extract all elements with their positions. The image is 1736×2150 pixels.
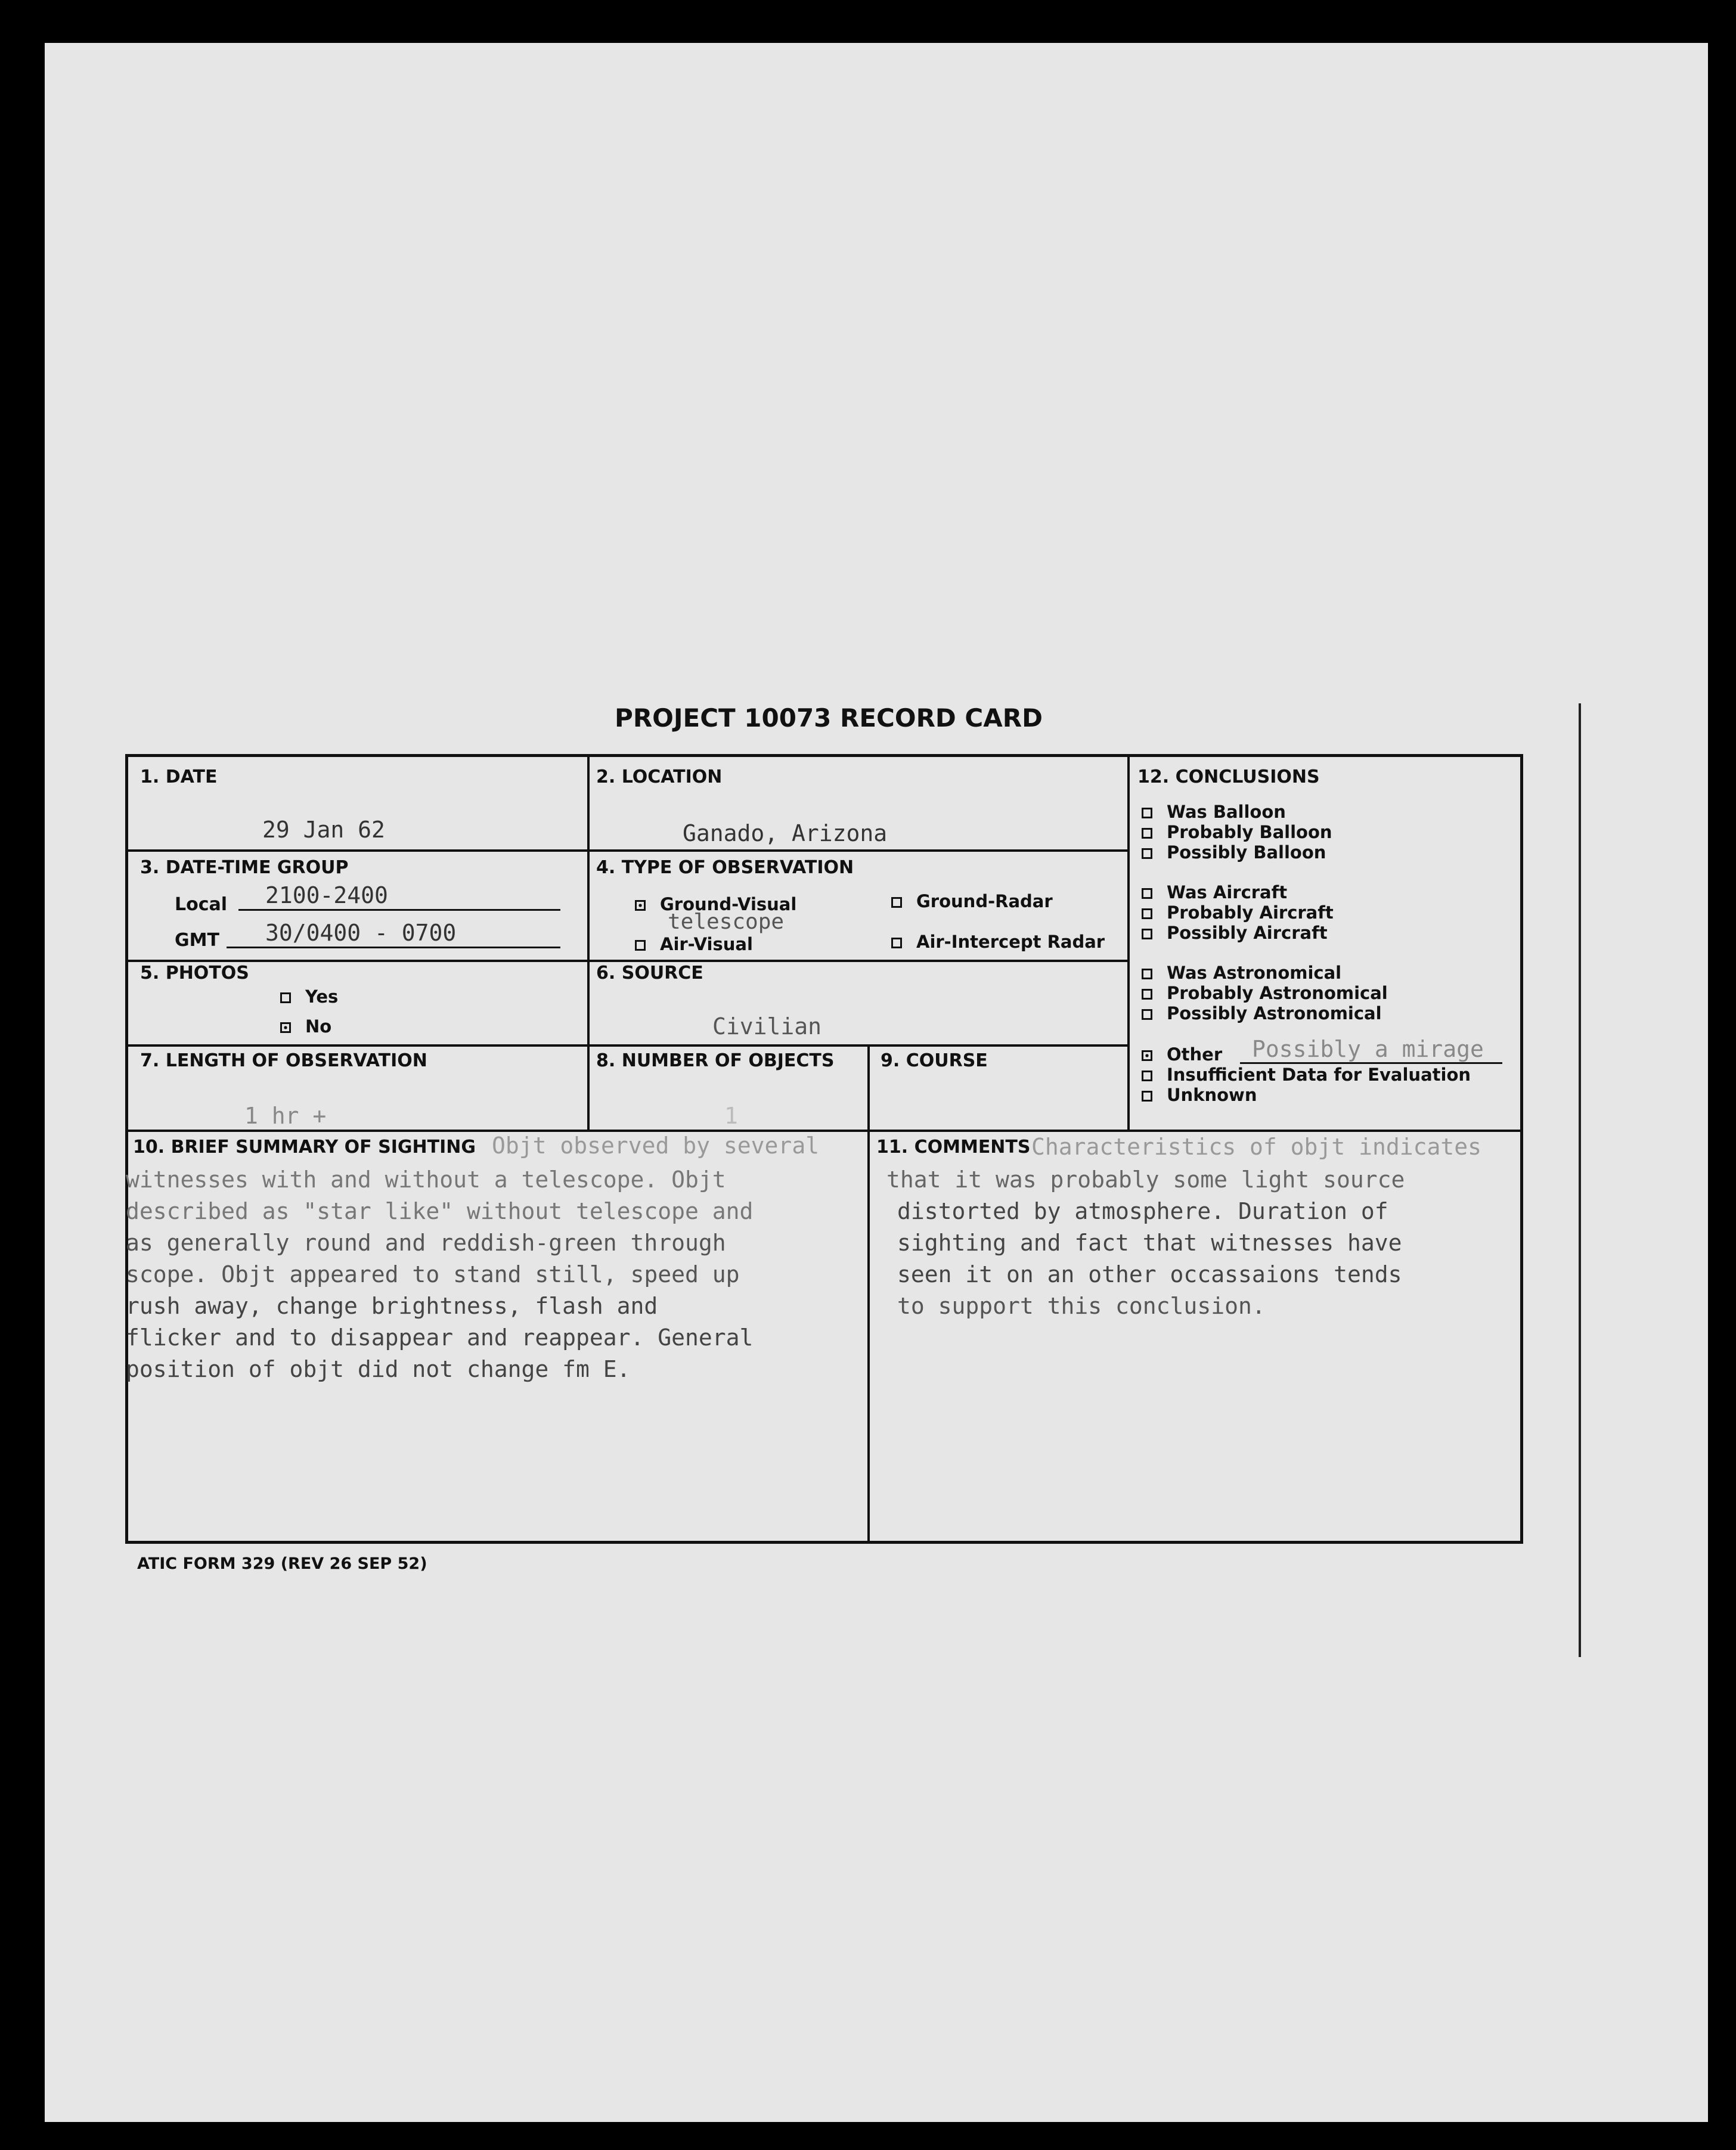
row-divider-4	[128, 1130, 1523, 1132]
datetime-group-label: 3. DATE-TIME GROUP	[140, 857, 349, 878]
scan-edge-line	[1579, 703, 1581, 1657]
conclusions-label: 12. CONCLUSIONS	[1137, 767, 1320, 787]
gmt-label: GMT	[175, 930, 219, 951]
checkbox-icon	[280, 992, 291, 1003]
date-value: 29 Jan 62	[262, 817, 385, 843]
comments-line: distorted by atmosphere. Duration of	[897, 1198, 1388, 1224]
conclusion-possibly-aircraft[interactable]: Possibly Aircraft	[1142, 923, 1328, 943]
checkbox-icon	[1142, 808, 1152, 818]
checkbox-icon	[1142, 888, 1152, 899]
checkbox-icon	[1142, 828, 1152, 839]
checked-box-icon	[280, 1022, 291, 1033]
gmt-time-value: 30/0400 - 0700	[265, 920, 457, 946]
summary-line: as generally round and reddish-green through	[126, 1230, 726, 1256]
conclusion-probably-balloon[interactable]: Probably Balloon	[1142, 822, 1332, 842]
location-value: Ganado, Arizona	[683, 820, 888, 846]
other-underline	[1240, 1062, 1502, 1064]
row-divider-2	[128, 960, 1130, 962]
summary-label: 10. BRIEF SUMMARY OF SIGHTING	[133, 1137, 476, 1158]
conclusion-probably-aircraft[interactable]: Probably Aircraft	[1142, 902, 1334, 923]
conclusion-probably-astronomical[interactable]: Probably Astronomical	[1142, 983, 1388, 1003]
checkbox-icon	[1142, 969, 1152, 979]
length-value: 1 hr +	[244, 1103, 327, 1129]
checked-box-icon	[635, 900, 646, 911]
local-time-value: 2100-2400	[265, 882, 388, 908]
checkbox-icon	[1142, 929, 1152, 939]
summary-line: flicker and to disappear and reappear. General	[126, 1324, 754, 1351]
conclusion-unknown[interactable]: Unknown	[1142, 1085, 1257, 1105]
checkbox-icon	[1142, 1071, 1152, 1081]
photos-label: 5. PHOTOS	[140, 963, 249, 984]
local-underline	[238, 909, 560, 911]
form-footer: ATIC FORM 329 (REV 26 SEP 52)	[137, 1555, 427, 1573]
summary-line: witnesses with and without a telescope. Objt	[126, 1166, 726, 1193]
photos-no-checkbox[interactable]: No	[280, 1016, 331, 1037]
comments-line: sighting and fact that witnesses have	[897, 1230, 1402, 1256]
row-divider-3	[128, 1044, 1130, 1047]
comments-line: to support this conclusion.	[897, 1293, 1266, 1319]
conclusion-was-aircraft[interactable]: Was Aircraft	[1142, 882, 1287, 902]
course-label: 9. COURSE	[881, 1050, 988, 1071]
source-value: Civilian	[712, 1013, 822, 1040]
ground-visual-checkbox[interactable]: Ground-Visual	[635, 894, 796, 914]
checkbox-icon	[1142, 848, 1152, 859]
conclusion-possibly-balloon[interactable]: Possibly Balloon	[1142, 842, 1326, 863]
air-visual-checkbox[interactable]: Air-Visual	[635, 934, 753, 954]
col-divider-3	[867, 1044, 870, 1130]
telescope-note: telescope	[668, 910, 785, 934]
length-label: 7. LENGTH OF OBSERVATION	[140, 1050, 427, 1071]
checkbox-icon	[1142, 908, 1152, 919]
checkbox-icon	[1142, 1009, 1152, 1020]
summary-line: scope. Objt appeared to stand still, speed up	[126, 1261, 740, 1287]
ground-radar-checkbox[interactable]: Ground-Radar	[891, 891, 1053, 911]
row-divider-1	[128, 849, 1130, 852]
conclusion-other[interactable]: Other	[1142, 1044, 1222, 1065]
conclusion-insufficient-data[interactable]: Insufficient Data for Evaluation	[1142, 1065, 1471, 1085]
conclusion-other-value: Possibly a mirage	[1252, 1036, 1484, 1062]
col-divider-2	[1127, 757, 1130, 1130]
checkbox-icon	[1142, 989, 1152, 1000]
summary-line: position of objt did not change fm E.	[126, 1356, 631, 1382]
comments-label: 11. COMMENTS	[876, 1137, 1031, 1158]
checkbox-icon	[891, 938, 902, 948]
location-label: 2. LOCATION	[596, 767, 723, 787]
conclusion-was-balloon[interactable]: Was Balloon	[1142, 802, 1286, 822]
checkbox-icon	[635, 940, 646, 951]
comments-first-line: Characteristics of objt indicates	[1031, 1134, 1481, 1160]
comments-line: seen it on an other occassaions tends	[897, 1261, 1402, 1287]
date-label: 1. DATE	[140, 767, 218, 787]
air-intercept-radar-checkbox[interactable]: Air-Intercept Radar	[891, 932, 1105, 952]
conclusion-possibly-astronomical[interactable]: Possibly Astronomical	[1142, 1003, 1382, 1023]
card-title: PROJECT 10073 RECORD CARD	[615, 703, 1043, 733]
col-divider-4	[867, 1130, 870, 1544]
checkbox-icon	[1142, 1091, 1152, 1102]
observation-type-label: 4. TYPE OF OBSERVATION	[596, 857, 854, 878]
checkbox-icon	[891, 897, 902, 908]
local-label: Local	[175, 894, 228, 915]
summary-line: described as "star like" without telescope and	[126, 1198, 754, 1224]
number-of-objects-label: 8. NUMBER OF OBJECTS	[596, 1050, 835, 1071]
comments-line: that it was probably some light source	[886, 1166, 1405, 1193]
col-divider-1	[587, 757, 590, 1130]
record-card	[125, 754, 1523, 1544]
photos-yes-checkbox[interactable]: Yes	[280, 986, 338, 1007]
summary-first-line: Objt observed by several	[492, 1133, 820, 1159]
source-label: 6. SOURCE	[596, 963, 703, 984]
summary-line: rush away, change brightness, flash and	[126, 1293, 658, 1319]
conclusion-was-astronomical[interactable]: Was Astronomical	[1142, 963, 1341, 983]
checked-box-icon	[1142, 1050, 1152, 1061]
gmt-underline	[227, 947, 560, 948]
number-of-objects-value: 1	[724, 1103, 738, 1129]
